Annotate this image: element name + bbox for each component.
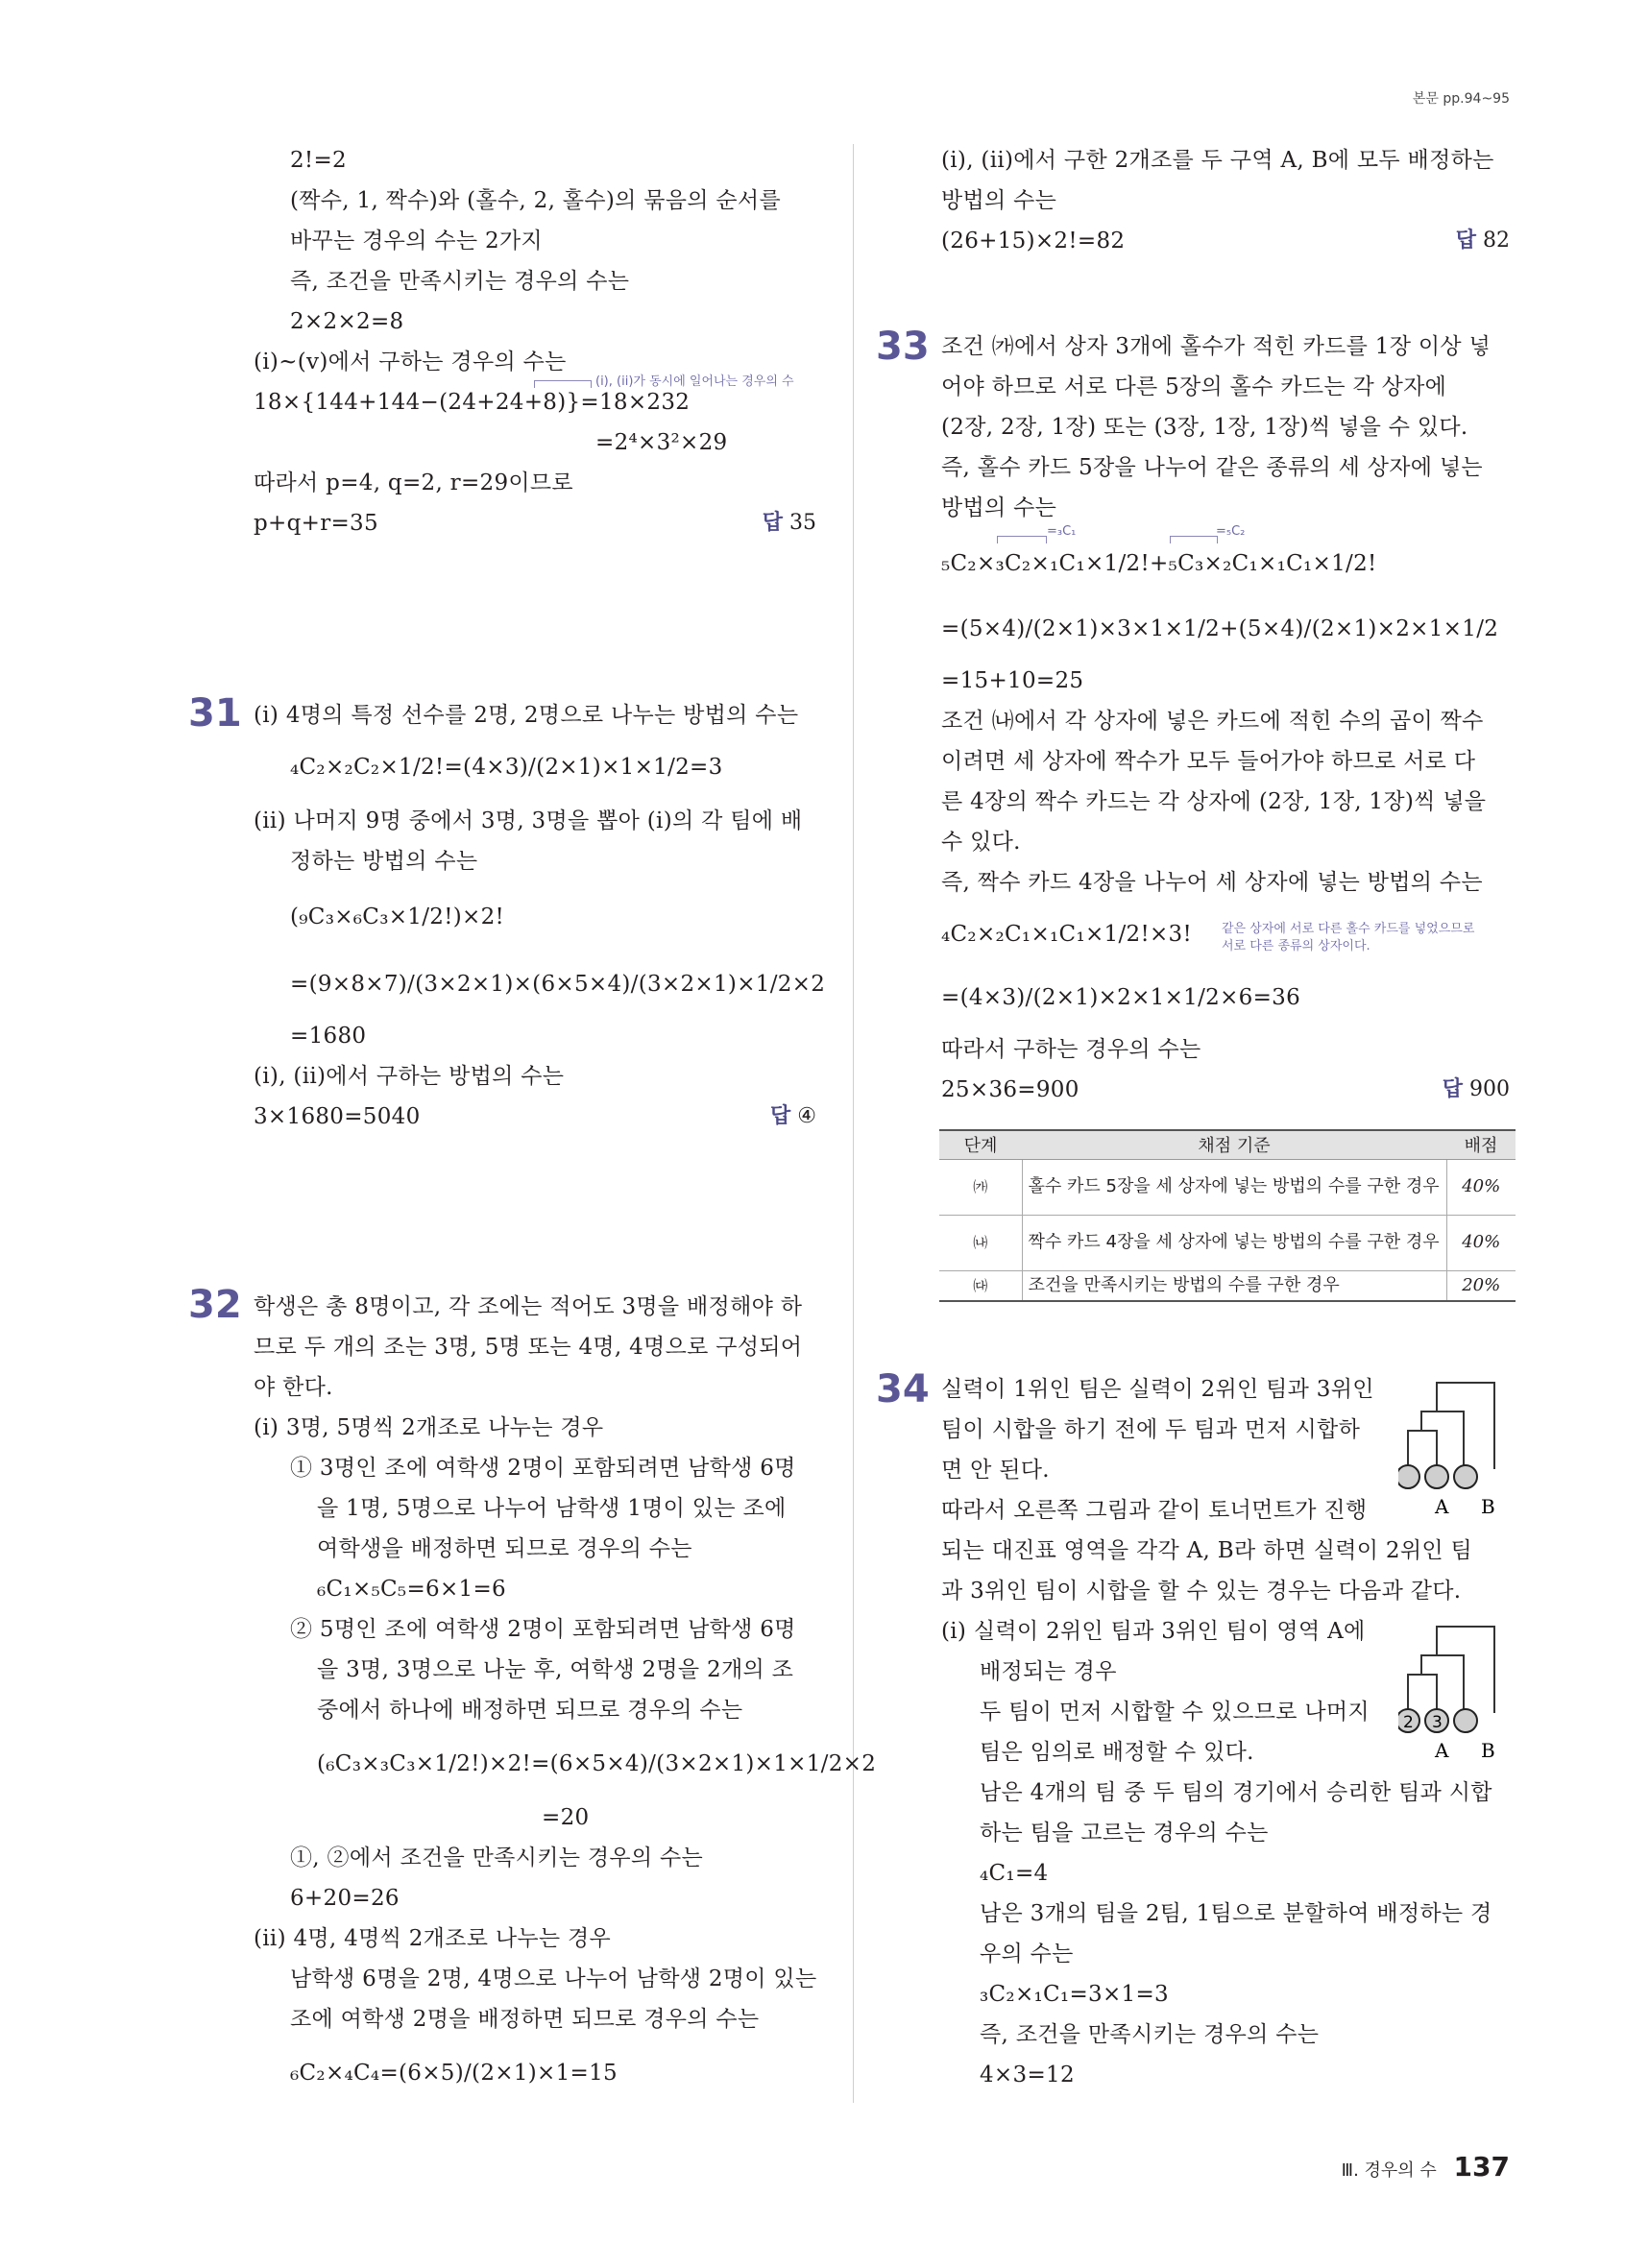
formula-line: =20 bbox=[542, 1805, 590, 1830]
text-line: 어야 하므로 서로 다른 5장의 홀수 카드는 각 상자에 bbox=[941, 374, 1447, 399]
region-label-b: B bbox=[1481, 1739, 1495, 1761]
text-line: 남은 3개의 팀을 2팀, 1팀으로 분할하여 배정하는 경 bbox=[980, 1901, 1492, 1926]
text-line: 남학생 6명을 2명, 4명으로 나누어 남학생 2명이 있는 bbox=[290, 1966, 817, 1991]
text-line: (ii) 나머지 9명 중에서 3명, 3명을 뽑아 (i)의 각 팀에 배 bbox=[254, 808, 803, 833]
text-line: 정하는 방법의 수는 bbox=[290, 849, 478, 874]
text-line: 므로 두 개의 조는 3명, 5명 또는 4명, 4명으로 구성되어 bbox=[254, 1335, 803, 1360]
answer bbox=[1443, 1075, 1510, 1104]
text-line: (짝수, 1, 짝수)와 (홀수, 2, 홀수)의 묶음의 순서를 bbox=[290, 188, 781, 213]
text-line: 따라서 구하는 경우의 수는 bbox=[941, 1037, 1201, 1062]
team-slot-circle bbox=[1454, 1709, 1477, 1732]
table-cell: 짝수 카드 4장을 세 상자에 넣는 방법의 수를 구한 경우 bbox=[1022, 1215, 1446, 1270]
text-line: 이려면 세 상자에 짝수가 모두 들어가야 하므로 서로 다 bbox=[941, 749, 1476, 774]
text-line: 조건 ㈎에서 상자 3개에 홀수가 적힌 카드를 1장 이상 넣 bbox=[941, 334, 1492, 359]
annotation-bracket bbox=[1170, 536, 1218, 537]
answer-value: 35 bbox=[789, 511, 816, 535]
region-label-a: A bbox=[1435, 1495, 1449, 1517]
text-line: 즉, 홀수 카드 5장을 나누어 같은 종류의 세 상자에 넣는 bbox=[941, 455, 1483, 480]
formula-line: ₃C₂×₁C₁=3×1=3 bbox=[980, 1982, 1169, 2007]
answer-label: 답 bbox=[1455, 229, 1476, 253]
tournament-bracket-diagram bbox=[1398, 1617, 1523, 1761]
formula-line: (₉C₃×₆C₃×1/2!)×2! bbox=[290, 905, 505, 929]
text-line: 방법의 수는 bbox=[941, 188, 1057, 213]
text-line: =15+10=25 bbox=[941, 668, 1084, 693]
text-line: ② 5명인 조에 여학생 2명이 포함되려면 남학생 6명 bbox=[290, 1617, 796, 1642]
text-line: 즉, 짝수 카드 4장을 나누어 세 상자에 넣는 방법의 수는 bbox=[941, 870, 1483, 895]
text-line: 야 한다. bbox=[254, 1375, 333, 1400]
answer bbox=[770, 1102, 816, 1131]
formula-line: (₆C₃×₃C₃×1/2!)×2!=(6×5×4)/(3×2×1)×1×1/2×2 bbox=[317, 1751, 877, 1776]
text-line: (i), (ii)에서 구한 2개조를 두 구역 A, B에 모두 배정하는 bbox=[941, 148, 1494, 173]
table-cell: 20% bbox=[1446, 1270, 1516, 1301]
text-line: (ii) 4명, 4명씩 2개조로 나누는 경우 bbox=[254, 1926, 612, 1951]
team-rank-3: 3 bbox=[1432, 1713, 1443, 1732]
text-line: =1680 bbox=[290, 1024, 367, 1049]
answer-label: 답 bbox=[770, 1104, 791, 1128]
text-line: 중에서 하나에 배정하면 되므로 경우의 수는 bbox=[317, 1698, 743, 1723]
text-line: p+q+r=35 bbox=[254, 511, 378, 536]
annotation-bracket bbox=[534, 380, 592, 381]
formula-line: =(4×3)/(2×1)×2×1×1/2×6=36 bbox=[941, 985, 1301, 1010]
text-line: 되는 대진표 영역을 각각 A, B라 하면 실력이 2위인 팀 bbox=[941, 1538, 1472, 1563]
text-line: (i), (ii)에서 구하는 방법의 수는 bbox=[254, 1064, 565, 1089]
problem-number: 34 bbox=[876, 1367, 930, 1411]
text-line: 즉, 조건을 만족시키는 경우의 수는 bbox=[980, 2022, 1320, 2047]
formula-line: =(9×8×7)/(3×2×1)×(6×5×4)/(3×2×1)×1/2×2 bbox=[290, 972, 826, 997]
text-line: 조건 ㈏에서 각 상자에 넣은 카드에 적힌 수의 곱이 짝수 bbox=[941, 709, 1484, 734]
annotation-note: (i), (ii)가 동시에 일어나는 경우의 수 bbox=[595, 374, 794, 389]
region-label-b: B bbox=[1481, 1495, 1495, 1517]
page-footer bbox=[1342, 2151, 1510, 2183]
text-line: 2×2×2=8 bbox=[290, 309, 404, 334]
text-line: 팀이 시합을 하기 전에 두 팀과 먼저 시합하 bbox=[941, 1417, 1361, 1442]
region-label-a: A bbox=[1435, 1739, 1449, 1761]
answer-label: 답 bbox=[1442, 1077, 1463, 1101]
table-header: 채점 기준 bbox=[1022, 1130, 1446, 1159]
text-line: 4×3=12 bbox=[980, 2063, 1075, 2087]
text-line: 18×{144+144−(24+24+8)}=18×232 bbox=[254, 390, 691, 415]
table-row bbox=[939, 1159, 1516, 1215]
formula-line: ₄C₁=4 bbox=[980, 1861, 1049, 1886]
formula-line: ₅C₂×₃C₂×₁C₁×1/2!+₅C₃×₂C₁×₁C₁×1/2! bbox=[941, 551, 1377, 576]
tournament-bracket-diagram bbox=[1398, 1373, 1523, 1517]
annotation-note: =₃C₁ bbox=[1047, 524, 1077, 539]
table-cell: ㈏ bbox=[939, 1215, 1022, 1270]
text-line: 조에 여학생 2명을 배정하면 되므로 경우의 수는 bbox=[290, 2007, 760, 2032]
text-line: 을 3명, 3명으로 나눈 후, 여학생 2명을 2개의 조 bbox=[317, 1657, 794, 1682]
problem-number: 31 bbox=[188, 691, 242, 736]
text-line: 과 3위인 팀이 시합을 할 수 있는 경우는 다음과 같다. bbox=[941, 1579, 1462, 1604]
text-line: (i) 3명, 5명씩 2개조로 나누는 경우 bbox=[254, 1415, 604, 1440]
page-number: 137 bbox=[1453, 2151, 1510, 2183]
team-slot-circle bbox=[1454, 1465, 1477, 1488]
text-line: 두 팀이 먼저 시합할 수 있으므로 나머지 bbox=[980, 1700, 1370, 1725]
answer-value: 900 bbox=[1469, 1077, 1510, 1101]
formula-line: ₆C₁×₅C₅=6×1=6 bbox=[317, 1577, 506, 1602]
text-line: (2장, 2장, 1장) 또는 (3장, 1장, 1장)씩 넣을 수 있다. bbox=[941, 415, 1468, 440]
annotation-note: 같은 상자에 서로 다른 홀수 카드를 넣었으므로 bbox=[1222, 922, 1475, 936]
formula-line: =(5×4)/(2×1)×3×1×1/2+(5×4)/(2×1)×2×1×1/2 bbox=[941, 616, 1499, 641]
text-line: 3×1680=5040 bbox=[254, 1104, 421, 1129]
text-line: 면 안 된다. bbox=[941, 1458, 1050, 1483]
team-slot-circle bbox=[1398, 1465, 1419, 1488]
table-header: 배점 bbox=[1446, 1130, 1516, 1159]
text-line: =2⁴×3²×29 bbox=[595, 430, 728, 455]
text-line: 팀은 임의로 배정할 수 있다. bbox=[980, 1740, 1254, 1765]
text-line: (26+15)×2!=82 bbox=[941, 229, 1126, 253]
formula-line: ₄C₂×₂C₁×₁C₁×1/2!×3! bbox=[941, 922, 1193, 947]
text-line: (i) 4명의 특정 선수를 2명, 2명으로 나누는 방법의 수는 bbox=[254, 703, 799, 728]
table-cell: ㈐ bbox=[939, 1270, 1022, 1301]
answer bbox=[1456, 227, 1510, 255]
text-line: 6+20=26 bbox=[290, 1886, 400, 1911]
text-line: 우의 수는 bbox=[980, 1942, 1074, 1966]
text-line: 방법의 수는 bbox=[941, 495, 1057, 520]
table-cell: ㈎ bbox=[939, 1159, 1022, 1215]
problem-number: 32 bbox=[188, 1283, 242, 1327]
text-line: 바꾸는 경우의 수는 2가지 bbox=[290, 229, 543, 253]
table-cell: 40% bbox=[1446, 1159, 1516, 1215]
team-slot-circle bbox=[1425, 1465, 1448, 1488]
text-line: 즉, 조건을 만족시키는 경우의 수는 bbox=[290, 269, 630, 294]
table-header-row bbox=[939, 1130, 1516, 1159]
text-line: 따라서 오른쪽 그림과 같이 토너먼트가 진행 bbox=[941, 1498, 1368, 1523]
table-cell: 조건을 만족시키는 방법의 수를 구한 경우 bbox=[1022, 1270, 1446, 1301]
answer-value: 82 bbox=[1483, 229, 1510, 253]
scoring-table bbox=[939, 1129, 1516, 1302]
text-line: 수 있다. bbox=[941, 830, 1021, 855]
formula-line: ₆C₂×₄C₄=(6×5)/(2×1)×1=15 bbox=[290, 2061, 618, 2086]
text-line: 25×36=900 bbox=[941, 1077, 1079, 1102]
page-reference: 본문 pp.94~95 bbox=[1412, 91, 1510, 107]
text-line: 2!=2 bbox=[290, 148, 347, 173]
annotation-note: =₅C₂ bbox=[1216, 524, 1246, 539]
text-line: ①, ②에서 조건을 만족시키는 경우의 수는 bbox=[290, 1846, 704, 1870]
formula-line: ₄C₂×₂C₂×1/2!=(4×3)/(2×1)×1×1/2=3 bbox=[290, 755, 723, 780]
text-line: 남은 4개의 팀 중 두 팀의 경기에서 승리한 팀과 시합 bbox=[980, 1780, 1492, 1805]
problem-number: 33 bbox=[876, 325, 930, 369]
text-line: 른 4장의 짝수 카드는 각 상자에 (2장, 1장, 1장)씩 넣을 bbox=[941, 789, 1487, 814]
text-line: 배정되는 경우 bbox=[980, 1659, 1117, 1684]
text-line: 따라서 p=4, q=2, r=29이므로 bbox=[254, 470, 573, 495]
team-rank-2: 2 bbox=[1403, 1713, 1414, 1732]
column-divider bbox=[853, 144, 854, 2103]
section-title: Ⅲ. 경우의 수 bbox=[1341, 2160, 1437, 2181]
table-cell: 홀수 카드 5장을 세 상자에 넣는 방법의 수를 구한 경우 bbox=[1022, 1159, 1446, 1215]
answer-value: ④ bbox=[797, 1104, 816, 1128]
table-row bbox=[939, 1270, 1516, 1301]
text-line: 여학생을 배정하면 되므로 경우의 수는 bbox=[317, 1536, 692, 1561]
table-header: 단계 bbox=[939, 1130, 1022, 1159]
text-line: 하는 팀을 고르는 경우의 수는 bbox=[980, 1821, 1269, 1846]
text-line: 학생은 총 8명이고, 각 조에는 적어도 3명을 배정해야 하 bbox=[254, 1294, 803, 1319]
text-line: ① 3명인 조에 여학생 2명이 포함되려면 남학생 6명 bbox=[290, 1456, 796, 1481]
text-line: (i) 실력이 2위인 팀과 3위인 팀이 영역 A에 bbox=[941, 1619, 1366, 1644]
answer-label: 답 bbox=[762, 511, 783, 535]
table-row bbox=[939, 1215, 1516, 1270]
annotation-note: 서로 다른 종류의 상자이다. bbox=[1222, 939, 1370, 953]
table-cell: 40% bbox=[1446, 1215, 1516, 1270]
text-line: (i)~(v)에서 구하는 경우의 수는 bbox=[254, 350, 567, 374]
answer bbox=[763, 509, 816, 538]
annotation-bracket bbox=[997, 536, 1047, 537]
text-line: 실력이 1위인 팀은 실력이 2위인 팀과 3위인 bbox=[941, 1377, 1374, 1402]
text-line: 을 1명, 5명으로 나누어 남학생 1명이 있는 조에 bbox=[317, 1496, 787, 1521]
